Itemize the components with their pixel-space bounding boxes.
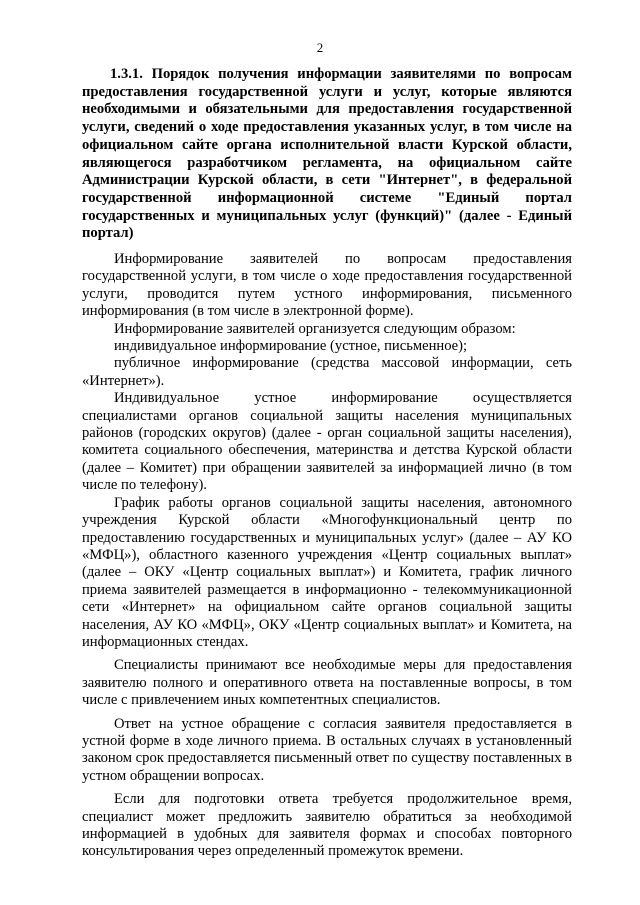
paragraph-schedule: График работы органов социальной защиты населения, автономного учреждения Курской области «Многофункциональный центр по предоставлению государственных и муниципальных услуг» (далее – АУ КО «МФЦ»), областного казенного учреждения «Центр социальных выплат» (далее – ОКУ «Центр социальных выплат») и Комитета, график личного приема заявителей размещается в информационно - телекоммуникационной сети «Интернет» на официальном сайте органов социальной защиты населения, АУ КО «МФЦ», ОКУ «Центр социальных выплат» и Комитета, на информационных стендах. bbox=[82, 494, 572, 650]
page-number: 2 bbox=[316, 40, 324, 55]
paragraph-long-preparation: Если для подготовки ответа требуется продолжительное время, специалист может предложить заявителю обратиться за необходимой информацией в удобных для заявителя формах и способах повторного консультирования через определенный промежуток времени. bbox=[82, 791, 572, 860]
paragraph-informing-methods: Информирование заявителей по вопросам предоставления государственной услуги, в том числе о ходе предоставления государственной услуги, проводится путем устного информирования, письменного информирования (в том числе в электронной форме). bbox=[82, 251, 572, 320]
paragraph-specialists: Специалисты принимают все необходимые меры для предоставления заявителю полного и оперативного ответа на поставленные вопросы, в том числе с привлечением иных компетентных специалистов. bbox=[82, 657, 572, 709]
paragraph-organization: Информирование заявителей организуется следующим образом: bbox=[114, 320, 516, 337]
section-heading: 1.3.1. Порядок получения информации заявителями по вопросам предоставления государственной услуги и услуг, которые являются необходимыми и обязательными для предоставления государственной услуги, сведений о ходе предоставления указанных услуг, в том числе на официальном сайте органа исполнительной власти Курской области, являющегося разработчиком регламента, на официальном сайте Администрации Курской области, в сети "Интернет", в федеральной государственной информационной системе "Единый портал государственных и муниципальных услуг (функций)" (далее - Единый портал) bbox=[82, 66, 572, 242]
paragraph-oral-informing: Индивидуальное устное информирование осуществляется специалистами органов социальной защиты населения муниципальных районов (городских округов) (далее - орган социальной защиты населения), комитета социального обеспечения, материнства и детства Курской области (далее – Комитет) при обращении заявителей за информацией лично (в том числе по телефону). bbox=[82, 390, 572, 494]
paragraph-public: публичное информирование (средства массовой информации, сеть «Интернет»). bbox=[82, 355, 572, 389]
paragraph-individual: индивидуальное информирование (устное, письменное); bbox=[114, 338, 468, 355]
paragraph-oral-answer: Ответ на устное обращение с согласия заявителя предоставляется в устной форме в ходе личного приема. В остальных случаях в установленный законом срок предоставляется письменный ответ по существу поставленных в устном обращении вопросах. bbox=[82, 715, 572, 784]
document-body bbox=[82, 251, 572, 861]
